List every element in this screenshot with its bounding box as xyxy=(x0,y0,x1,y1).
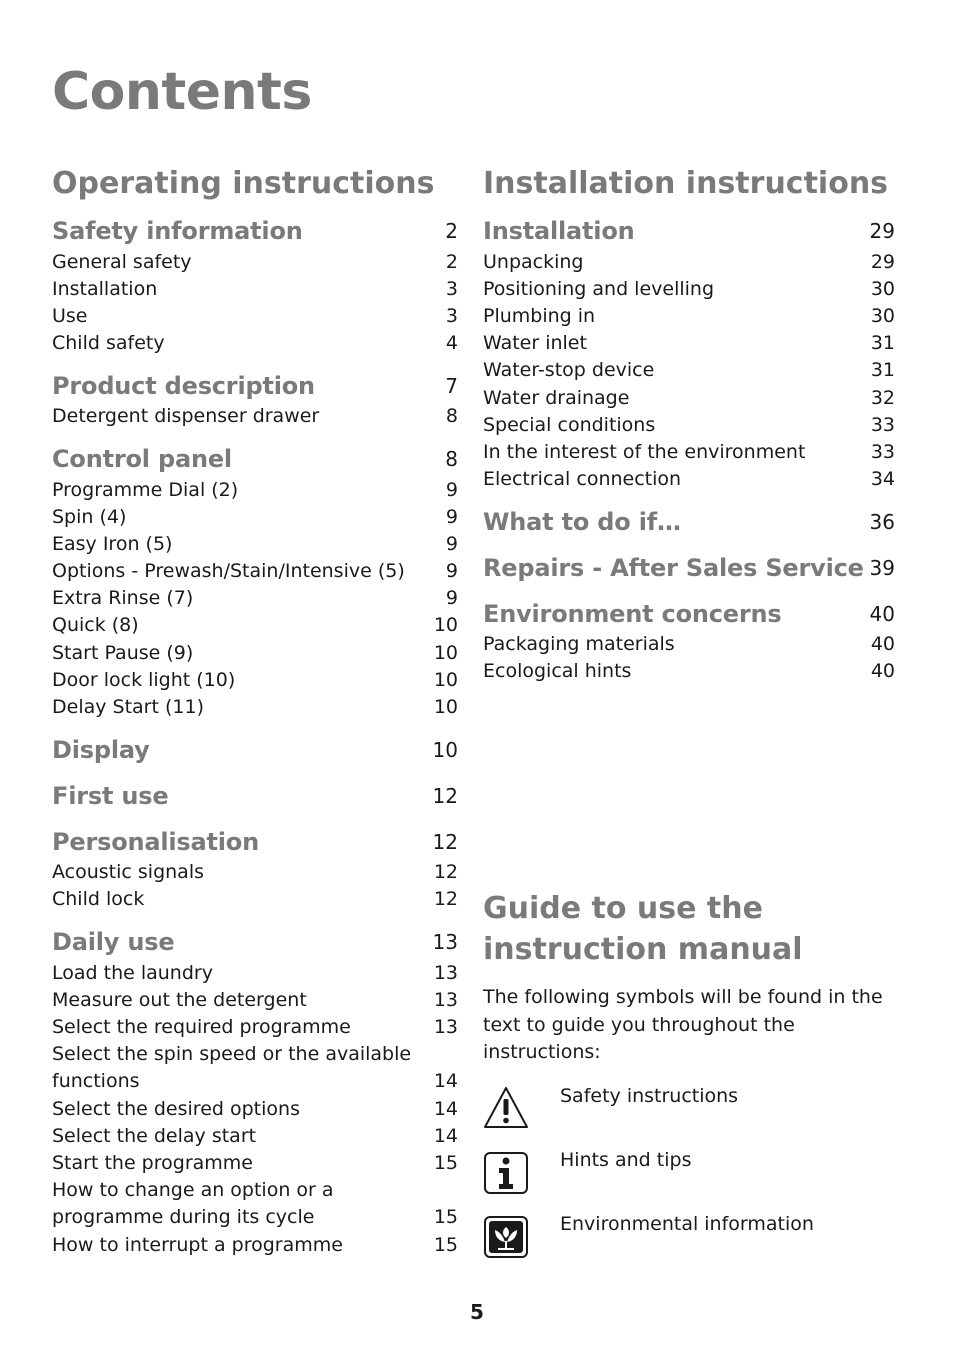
section-page-number: 7 xyxy=(445,373,458,398)
toc-entry xyxy=(52,403,458,430)
toc-entry xyxy=(52,330,458,357)
toc-section-heading xyxy=(52,442,458,476)
entry-label: Select the delay start xyxy=(52,1124,257,1147)
entry-label: Quick (8) xyxy=(52,614,139,637)
entry-page-number: 33 xyxy=(870,413,895,436)
entry-label: Packaging materials xyxy=(483,633,675,656)
entry-page-number: 9 xyxy=(445,505,458,528)
toc-entry xyxy=(52,1041,458,1095)
part-title: Installation instructions xyxy=(483,166,889,201)
section-title: Product description xyxy=(52,371,315,400)
entry-label: Measure out the detergent xyxy=(52,988,307,1011)
toc-entry xyxy=(52,275,458,302)
section-title: What to do if… xyxy=(483,507,681,536)
entry-label: Delay Start (11) xyxy=(52,696,204,719)
entry-label: Load the laundry xyxy=(52,961,213,984)
entry-page-number: 15 xyxy=(433,1233,458,1256)
section-page-number: 12 xyxy=(432,829,458,854)
toc-entry xyxy=(52,1095,458,1122)
toc-entry xyxy=(52,1231,458,1258)
entry-label: Door lock light (10) xyxy=(52,668,236,691)
entry-page-number: 14 xyxy=(433,1097,458,1120)
toc-section xyxy=(52,779,458,813)
entry-page-number: 40 xyxy=(870,660,895,683)
entry-label: Electrical connection xyxy=(483,468,682,491)
symbol-label: Hints and tips xyxy=(560,1148,692,1171)
entry-label: Water-stop device xyxy=(483,359,655,382)
entry-label: Child lock xyxy=(52,888,145,911)
operating-instructions-column xyxy=(52,164,458,1270)
toc-entry xyxy=(52,639,458,666)
entry-label: Child safety xyxy=(52,332,165,355)
entry-page-number: 4 xyxy=(445,332,458,355)
entry-page-number: 3 xyxy=(445,304,458,327)
toc-entry xyxy=(52,1122,458,1149)
toc-entry xyxy=(483,384,895,411)
info-icon xyxy=(483,1149,529,1195)
section-title: First use xyxy=(52,781,169,810)
entry-label: In the interest of the environment xyxy=(483,440,806,463)
toc-section-heading xyxy=(52,733,458,767)
entry-page-number: 33 xyxy=(870,440,895,463)
toc-section xyxy=(52,825,458,913)
toc-section-heading xyxy=(483,505,895,539)
toc-section xyxy=(483,551,895,585)
entry-label: Use xyxy=(52,304,88,327)
toc-entry xyxy=(52,530,458,557)
entry-label: Select the desired options xyxy=(52,1097,300,1120)
entry-page-number: 31 xyxy=(870,332,895,355)
symbol-row xyxy=(483,1213,903,1277)
entry-page-number: 32 xyxy=(870,386,895,409)
entry-page-number: 40 xyxy=(870,633,895,656)
entry-label: Extra Rinse (7) xyxy=(52,587,194,610)
toc-entry xyxy=(483,357,895,384)
section-title: Installation xyxy=(483,217,635,245)
toc-section xyxy=(483,214,895,493)
toc-entry xyxy=(483,330,895,357)
entry-page-number: 15 xyxy=(433,1151,458,1174)
entry-page-number: 10 xyxy=(433,614,458,637)
entry-page-number: 13 xyxy=(433,961,458,984)
entry-label: Water drainage xyxy=(483,386,630,409)
entry-label: Plumbing in xyxy=(483,304,596,327)
page-title: Contents xyxy=(52,62,312,122)
entry-label: Installation xyxy=(52,277,158,300)
toc-entry xyxy=(52,1177,458,1231)
entry-page-number: 10 xyxy=(433,668,458,691)
entry-label: Start Pause (9) xyxy=(52,641,194,664)
entry-label: Special conditions xyxy=(483,413,656,436)
section-title: Personalisation xyxy=(52,827,259,856)
guide-section xyxy=(483,888,903,1277)
toc-section-heading xyxy=(52,779,458,813)
toc-sections xyxy=(52,214,458,1258)
entry-label: Ecological hints xyxy=(483,660,632,683)
part-title: Operating instructions xyxy=(52,166,435,201)
section-page-number: 8 xyxy=(445,446,458,471)
entry-page-number: 13 xyxy=(433,1015,458,1038)
toc-entry xyxy=(52,612,458,639)
toc-section xyxy=(52,925,458,1258)
toc-entry xyxy=(483,631,895,658)
toc-section xyxy=(483,505,895,539)
entry-page-number: 3 xyxy=(445,277,458,300)
page-number: 5 xyxy=(470,1300,484,1324)
installation-instructions-column xyxy=(483,164,895,697)
toc-section-heading xyxy=(52,369,458,403)
toc-section-heading xyxy=(52,925,458,959)
toc-entry xyxy=(52,986,458,1013)
entry-label: Programme Dial (2) xyxy=(52,478,239,501)
toc-section xyxy=(483,597,895,685)
entry-label: Water inlet xyxy=(483,332,587,355)
section-page-number: 39 xyxy=(869,555,895,580)
guide-intro: The following symbols will be found in the text to guide you throughout the instructions: xyxy=(483,986,883,1063)
symbol-label: Safety instructions xyxy=(560,1084,739,1107)
section-title: Repairs - After Sales Service xyxy=(483,553,864,582)
entry-page-number: 14 xyxy=(433,1069,458,1092)
entry-label: General safety xyxy=(52,250,192,273)
toc-section xyxy=(52,369,458,430)
toc-section xyxy=(52,442,458,721)
entry-label: How to interrupt a programme xyxy=(52,1233,343,1256)
section-page-number: 2 xyxy=(445,219,458,243)
toc-entry xyxy=(52,503,458,530)
guide-title: Guide to use the instruction manual xyxy=(483,891,803,967)
entry-page-number: 8 xyxy=(445,405,458,428)
toc-section-heading xyxy=(483,214,895,248)
toc-section-heading xyxy=(483,597,895,631)
entry-page-number: 30 xyxy=(870,277,895,300)
entry-label: Spin (4) xyxy=(52,505,127,528)
toc-entry xyxy=(483,275,895,302)
section-title: Safety information xyxy=(52,217,303,245)
entry-page-number: 9 xyxy=(445,560,458,583)
toc-entry xyxy=(52,1149,458,1176)
toc-entry xyxy=(52,859,458,886)
toc-entry xyxy=(52,585,458,612)
entry-label: Detergent dispenser drawer xyxy=(52,405,320,428)
entry-page-number: 29 xyxy=(870,250,895,273)
toc-section-heading xyxy=(52,825,458,859)
entry-page-number: 2 xyxy=(445,250,458,273)
toc-entry xyxy=(52,1013,458,1040)
toc-entry xyxy=(483,411,895,438)
symbol-label: Environmental information xyxy=(560,1212,814,1235)
entry-page-number: 15 xyxy=(433,1205,458,1228)
entry-page-number: 30 xyxy=(870,304,895,327)
toc-entry xyxy=(52,302,458,329)
entry-page-number: 12 xyxy=(433,861,458,884)
entry-page-number: 9 xyxy=(445,532,458,555)
entry-label: Select the spin speed or the available functions xyxy=(52,1042,412,1092)
toc-entry xyxy=(52,248,458,275)
entry-label: Options - Prewash/Stain/Intensive (5) xyxy=(52,560,405,583)
entry-label: Positioning and levelling xyxy=(483,277,715,300)
toc-entry xyxy=(483,248,895,275)
toc-section xyxy=(52,214,458,357)
section-title: Daily use xyxy=(52,928,175,956)
flower-icon xyxy=(483,1213,529,1259)
entry-page-number: 13 xyxy=(433,988,458,1011)
entry-label: How to change an option or a programme during its cycle xyxy=(52,1178,334,1228)
section-title: Environment concerns xyxy=(483,599,782,628)
section-title: Control panel xyxy=(52,444,232,473)
toc-section-heading xyxy=(52,214,458,248)
entry-page-number: 14 xyxy=(433,1124,458,1147)
entry-label: Select the required programme xyxy=(52,1015,351,1038)
symbol-row xyxy=(483,1149,903,1213)
entry-label: Unpacking xyxy=(483,250,584,273)
section-page-number: 40 xyxy=(869,601,895,626)
entry-page-number: 34 xyxy=(870,468,895,491)
entry-page-number: 12 xyxy=(433,888,458,911)
toc-entry xyxy=(483,658,895,685)
entry-label: Start the programme xyxy=(52,1151,253,1174)
toc-entry xyxy=(52,476,458,503)
entry-page-number: 31 xyxy=(870,359,895,382)
section-page-number: 29 xyxy=(869,219,895,243)
warning-triangle-icon xyxy=(483,1085,529,1131)
entry-page-number: 9 xyxy=(445,587,458,610)
toc-section-heading xyxy=(483,551,895,585)
section-title: Display xyxy=(52,735,150,764)
toc-entry xyxy=(52,666,458,693)
entry-page-number: 10 xyxy=(433,641,458,664)
section-page-number: 36 xyxy=(869,509,895,534)
section-page-number: 12 xyxy=(432,783,458,808)
toc-entry xyxy=(483,302,895,329)
toc-entry xyxy=(52,693,458,720)
toc-entry xyxy=(483,438,895,465)
toc-entry xyxy=(52,558,458,585)
section-page-number: 13 xyxy=(432,930,458,954)
entry-page-number: 9 xyxy=(445,478,458,501)
entry-label: Acoustic signals xyxy=(52,861,204,884)
toc-entry xyxy=(52,959,458,986)
toc-entry xyxy=(483,466,895,493)
entry-label: Easy Iron (5) xyxy=(52,532,173,555)
toc-sections xyxy=(483,214,895,685)
toc-entry xyxy=(52,886,458,913)
toc-section xyxy=(52,733,458,767)
section-page-number: 10 xyxy=(432,737,458,762)
symbol-row xyxy=(483,1085,903,1149)
entry-page-number: 10 xyxy=(433,696,458,719)
